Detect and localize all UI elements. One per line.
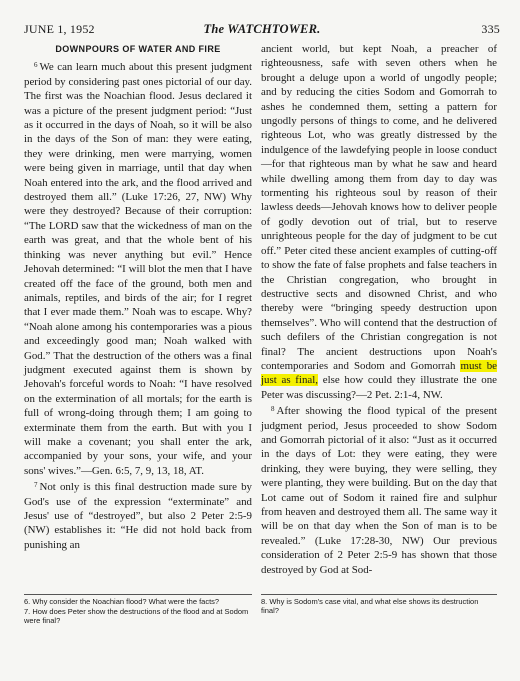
running-header <box>24 22 500 40</box>
paragraph-7-continued <box>261 42 497 402</box>
left-column <box>24 42 252 552</box>
footnote-6: 6. Why consider the Noachian flood? What were the facts? <box>24 597 220 606</box>
footnotes-left <box>24 594 252 626</box>
paragraph-number: 8 <box>271 405 275 414</box>
paragraph-text: Not only is this final destruction made sure by God's use of the expression “exterminate” and Jesus' use of “destroyed”, but also 2 Peter 2:5-9 (NW) establishes it: “He did not hold back from punishing an <box>24 481 252 551</box>
page-number: 335 <box>481 22 500 36</box>
paragraph-text: After showing the flood typical of the present judgment period, Jesus proceeded to show Sodom and Gomorrah pictorial of it also: “Just as it occurred in the days of Lot: they were eating, they were drinking, they were buying, they were selling, they were planting, they were building. But on the day that Lot came out of Sodom it rained fire and sulphur from heaven and destroyed them all. The same way it will be on that day when the Son of man is to be revealed.” (Luke 17:28-30, NW) Our previous consideration of 2 Peter 2:5-9 has shown that those destroyed by God at Sod- <box>261 405 497 576</box>
footnote-8: 8. Why is Sodom's case vital, and what else shows its destruction final? <box>261 597 479 615</box>
paragraph-6 <box>24 58 252 478</box>
issue-date: JUNE 1, 1952 <box>24 22 95 36</box>
paragraph-text: else how could they illustrate the one Peter was discussing?—2 Pet. 2:1-4, NW. <box>261 374 498 401</box>
section-heading: DOWNPOURS OF WATER AND FIRE <box>55 44 221 54</box>
paragraph-number: 6 <box>34 61 38 70</box>
footnotes-right <box>261 594 497 616</box>
paragraph-7 <box>24 478 252 552</box>
right-column <box>261 42 497 577</box>
paragraph-8 <box>261 402 497 577</box>
paragraph-number: 7 <box>34 481 38 490</box>
paragraph-text: ancient world, but kept Noah, a preacher of righteousness, safe with seven others when he brought a deluge upon a world of ungodly people; and by reducing the cities Sodom and Gomorrah to ashes he condemned them, setting a pattern for ungodly persons of things to come, and he delivered righteous Lot, who was greatly distressed by the indulgence of the lawdefying people in loose conduct—for that righteous man by what he saw and heard while dwelling among them from day to day was tormenting his righteous soul by reason of their lawless deeds—Jehovah knows how to deliver people of godly devotion out of trial, but to reserve unrighteous people for the day of judgment to be cut off.” Peter cited these ancient examples of cutting-off to show the fate of false prophets and false teachers in the Christian congregation, who brought in destructive sects and disowned Christ, and who thereby were “bringing speedy destruction upon themselves”. Who will contend that the destruction of such defilers of the Christian congregation is not final? The ancient destructions upon Noah's contemporaries and Sodom and Gomorrah <box>261 43 497 372</box>
highlighted-text: must be just as final, <box>261 359 497 387</box>
paragraph-text: We can learn much about this present judgment period by considering past ones pictorial of our day. The first was the Noachian flood. Jesus declared it was a picture of the present judgment period: “Just as it occurred in the days of Noah, so it will be also in the days of the Son of man: they were eating, they were drinking, men were marrying, women were being given in marriage, until that day when Noah entered into the ark, and the flood arrived and destroyed them all.” (Luke 17:26, 27, NW) Why were they destroyed? Because of their corruption: “The LORD saw that the wickedness of man on the earth was great, and that the whole bent of his thinking was never anything but evil.” Hence Jehovah determined: “I will blot the men that I have created off the face of the ground, both men and animals, reptiles, and birds of the air; for I regret that I ever made them.” Noah was to escape. Why? “Noah alone among his contemporaries was a pious and exceedingly good man; Noah walked with God.” That the destruction of the others was a final judgment executed against them is shown by Jehovah's forceful words to Noah: “I have resolved on the extermination of all mortals; for the earth is full of wrong-doing through them; I am going to exterminate them from the earth. But with you I will make a covenant; you shall enter the ark, accompanied by your sons, your wife, and your sons' wives.”—Gen. 6:5, 7, 9, 13, 18, AT. <box>24 61 252 477</box>
footnote-7: 7. How does Peter show the destructions of the flood and at Sodom were final? <box>24 607 249 625</box>
masthead: The WATCHTOWER. <box>203 22 321 36</box>
